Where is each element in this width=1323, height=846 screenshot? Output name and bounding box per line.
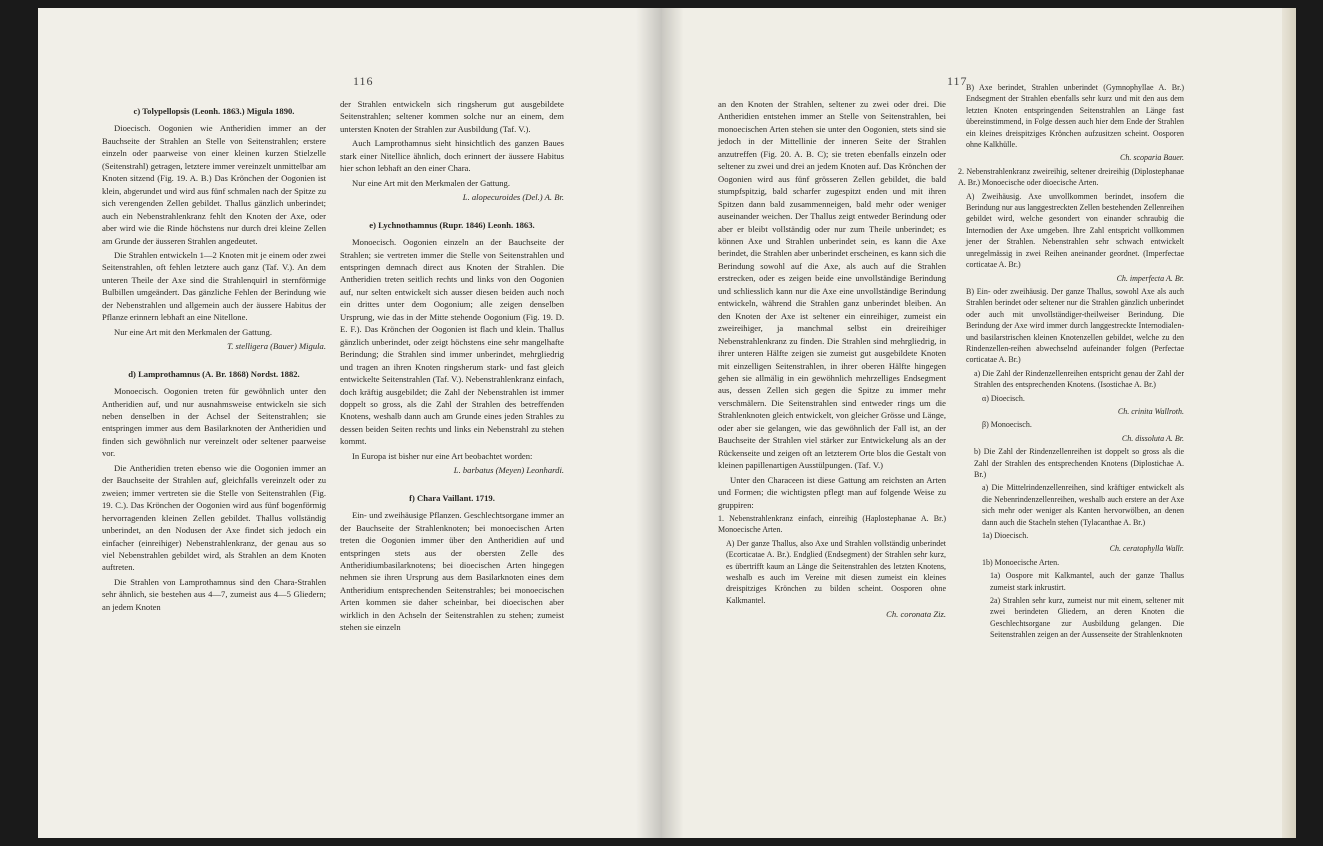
species-name: Ch. dissoluta A. Br. bbox=[1121, 433, 1184, 443]
list-item: 2. Nebenstrahlenkranz zweireihig, seltener dreireihig (Diplostephanae A. Br.) Monoecische oder dioecische Arten. bbox=[958, 166, 1184, 188]
section-title-chara: f) Chara Vaillant. 1719. bbox=[409, 492, 495, 503]
list-item: a) Die Zahl der Rindenzellenreihen entspricht genau der Zahl der Strahlen des entsprechenden Knotens. (Isostichae A. Br.) bbox=[974, 368, 1184, 390]
classification-list-6 bbox=[958, 557, 1184, 641]
paragraph: Dioecisch. Oogonien wie Antheridien immer an der Bauchseite der Strahlen an Stelle von Seitenstrahlen; erstere einzeln oder paarweise von einer kleinen kurzen Stielzelle (Seitenstrahl) getragen, letztere immer vereinzelt unmittelbar am Knoten sitzend (Fig. 19. A. B.) Das Krönchen der Oogonien ist klein, abgerundet und wird aus fünf schmalen nach der Spitze zu sich verengenden Zellen gebildet. Thallus gänzlich unberindet; auch ein Nebenstrahlenkranz fehlt den Knoten der Axe, oder aber wird wie die Rinde höchstens nur durch drei kleine Zellen am Grunde der äusseren Strahlen angedeutet. bbox=[102, 123, 326, 246]
classification-list-3 bbox=[958, 286, 1184, 404]
paragraph: Auch Lamprothamnus sieht hinsichtlich des ganzen Baues stark einer Nitellice ähnlich, doch erinnert der äussere Habitus hier schon lebhaft an den einer Chara. bbox=[340, 138, 564, 174]
list-item: B) Axe berindet, Strahlen unberindet (Gymnophyllae A. Br.) Endsegment der Strahlen ebenfalls sehr kurz und mit den aus dem letzten Knoten entspringenden Seitenstrahlen an Länge fast übereinstimmend, in Folge dessen auch hier dem Ende der Strahlen ein kleines dreispitziges Krönchen aufzusitzen scheint. Oosporen ohne Kalkhülle. bbox=[966, 83, 1184, 150]
paragraph: Ein- und zweihäusige Pflanzen. Geschlechtsorgane immer an der Bauchseite der Strahlenknoten; bei monoecischen Arten treten die Oogonien immer über den Antheridien auf und entspringen stets aus der obersten Zelle des Antheridiumbasilarknotens; bei dioecischen Arten hingegen nehmen sie ihren Ursprung aus dem Basilarknoten eines dem Antheridium entsprechenden Seitenstrahles; bei monoecischen Arten kommen sie daher scheinbar, bei dioecischen aber wirklich in den Achseln der Seitenstrahlen zu stehen; zumeist stehen sie einzeln bbox=[340, 510, 564, 633]
species-name: L. barbatus (Meyen) Leonhardi. bbox=[453, 465, 564, 476]
list-item: 1a) Oospore mit Kalkmantel, auch der ganze Thallus zumeist stark inkrustirt. bbox=[990, 571, 1184, 592]
paragraph: Unter den Characeen ist diese Gattung am reichsten an Arten und Formen; die wichtigsten pflegt man auf folgende Weise zu gruppiren: bbox=[718, 474, 946, 510]
classification-list bbox=[958, 82, 1184, 150]
species-name: Ch. imperfecta A. Br. bbox=[1116, 273, 1184, 283]
list-item: 2a) Strahlen sehr kurz, zumeist nur mit einem, seltener mit zwei berindeten Gliedern, an deren Knoten die Geschlechtsorgane zur Ausbildung gelangen. Die Seitenstrahlen zeigen an der Aussenseite der Strahlenknoten bbox=[990, 596, 1184, 640]
list-item: A) Zweihäusig. Axe unvollkommen berindet, insofern die Berindung nur aus langgestreckten Zellen bestehenden Zellenreihen gebildet wird, welche gesondert von einander schraubig die Internodien der Axe umgeben. Ihre Zahl entspricht vollkommen jener der Strahlen. Nebenstrahlen sehr schwach entwickelt unregelmässig in zwei Reihen aneinander geordnet. (Imperfectae corticatae A. Br.) bbox=[966, 191, 1184, 270]
list-item: B) Ein- oder zweihäusig. Der ganze Thallus, sowohl Axe als auch Strahlen berindet oder seltener nur die Strahlen gänzlich unberindet oder auch mit unvollständiger-theilweiser Berindung. Die Berindung der Axe wird immer durch langgestreckte Internodialen- und basilarstrischen kleinen Knotenzellen gebildet, welche zu den Rindenzellen-reihen abwechselnd aufeinander folgen (Perfectae corticatae A. Br.) bbox=[966, 286, 1184, 365]
page-number-left: 116 bbox=[353, 74, 374, 88]
list-item: α) Dioecisch. bbox=[982, 393, 1025, 403]
list-item: β) Monoecisch. bbox=[982, 420, 1032, 430]
paragraph: der Strahlen entwickeln sich ringsherum gut ausgebildete Seitenstrahlen; seltener kommen solche nur an einem, dem untersten Knoten der Strahlen zur Ausbildung (Taf. V.). bbox=[340, 99, 564, 134]
paragraph: an den Knoten der Strahlen, seltener zu zwei oder drei. Die Antheridien entstehen immer an Stelle von Seitenstrahlen, bei monoecischen Arten stehen sie unter den Oogonien, stets sind sie jedoch in der Mittellinie der inneren Seite der Strahlen anzutreffen (Fig. 20. A. B. C); sie treten ebenfalls einzeln oder seltener zu zwei und drei an jedem Knoten auf. Das Krönchen der Oogonien wird aus fünf grösseren Zellen gebildet, die bald stumpfspitzig, bald scharfer zugespitzt enden und mit ihren Spitzen dann bald zusammenneigen, bald mehr oder weniger auseinander weichen. Der Thallus zeigt entweder Berindung oder aber er bleibt vollständig oder nur zum Theile unberindet; es können Axe und Strahlen unberindet sein, es kann die Axe berindet, die Strahlen aber unberindet erscheinen, es kann sich die Berindung sowohl auf die Axe, als auch auf die Strahlen erstrecken, oder es zeigen beide eine unvollständige Berindung und schliesslich kann nur die Axe eine unvollständige Berindung entwickeln, während die Strahlen ganz unberindet bleiben. An den Knoten der Axe ist seltener ein einreihiger, zumeist ein zweireihiger, ja manchmal selbst ein dreireihiger Nebenstrahlenkranz zu finden. Die Strahlen sind mehrgliedrig, in ihrer unteren Hälfte zeigen sie zumeist gut ausgebildete Knoten mit einzelligen Seitenstrahlen, in ihrer oberen Hälfte hingegen gehen sie allmälig in ein gewöhnlich mehrzelliges Endsegment aus, dessen Zellen sich gegen die Spitze zu immer mehr verschmälern. Die Seitenstrahlen sind entweder rings um die Strahlenknoten gleich entwickelt, von gleicher Grösse und Länge, oder aber sie gelangen, wie das gewöhnlich der Fall ist, an der Bauchseite der Strahlen viel stärker zur Entwickelung als an der Rückenseite und zeigen oft an letzterem Orte blos die Gestalt von kleinen papillenartigen Ausstülpungen. (Taf. V.) bbox=[718, 99, 946, 471]
page-number-right: 117 bbox=[947, 74, 968, 88]
right-column-2 bbox=[958, 82, 1184, 643]
paragraph: Monoecisch. Oogonien einzeln an der Bauchseite der Strahlen; sie vertreten immer die Stelle von Seitenstrahlen und entspringen demnach direct aus Knoten der Strahlen. Die Antheridien treten seitlich rechts und links von den Oogonien auf, nur selten entwickelt sich ausser diesen beiden auch noch ein drittes unter dem Oogonium; alle zeigen denselben Ursprung, wie das in der Mitte stehende Oogonium (Fig. 19. D. E. F.). Das Krönchen der Oogonien ist flach und klein. Thallus gänzlich unberindet, oder zeigt höchstens eine sehr mangelhafte Berindung; die Strahlen sind immer unberindet, mehrgliedrig und tragen an ihren Knoten ringsherum stark- und fast gleich entwickelte Seitenstrahlen (Taf. V.). Nebenstrahlenkranz einfach, doch kräftig ausgebildet; die Zahl der Nebenstrahlen ist immer doppelt so gross, als die Zahl der Strahlen des betreffenden Knotens, weshalb dann auch am Grunde eines jeden Strahles zu dessen beiden Seiten rechts und links ein Nebenstrahl zu stehen kommt. bbox=[340, 237, 564, 447]
list-item: A) Der ganze Thallus, also Axe und Strahlen vollständig unberindet (Ecorticatae A. Br.). Endglied (Endsegment) der Strahlen sehr kurz, es übertrifft kaum an Länge die Seitenstrahlen des letzten Knotens, weshalb es auch im Vereine mit diesen zumeist ein kleines dreispitziges Krönchen zu bilden scheint. Oosporen ohne Kalkmantel. bbox=[726, 538, 946, 605]
paragraph: Nur eine Art mit den Merkmalen der Gattung. bbox=[114, 326, 272, 337]
left-column-2 bbox=[340, 98, 564, 636]
paragraph: In Europa ist bisher nur eine Art beobachtet worden: bbox=[352, 450, 533, 461]
section-title-lamprothamnus: d) Lamprothamnus (A. Br. 1868) Nordst. 1882. bbox=[128, 368, 300, 379]
classification-list-4 bbox=[958, 419, 1184, 430]
species-name: Ch. crinita Wallroth. bbox=[1117, 406, 1184, 416]
paragraph: Die Strahlen entwickeln 1—2 Knoten mit je einem oder zwei Seitenstrahlen, oft fehlen letztere auch ganz (Taf. V.). An dem unteren Theile der Axe sind die Strahlenquirl in sternförmige Bulbillen umgeändert. Das gänzliche Fehlen der Berindung wie der Nebenstrahlen und allgemein auch der äussere Habitus der Pflanze erinnern lebhaft an eine Nitellone. bbox=[102, 249, 326, 323]
gutter-shadow bbox=[662, 8, 684, 838]
paragraph: Nur eine Art mit den Merkmalen der Gattung. bbox=[352, 177, 510, 188]
classification-list-2 bbox=[958, 166, 1184, 271]
species-name: Ch. ceratophylla Wallr. bbox=[1109, 544, 1184, 554]
species-name: L. alopecuroides (Del.) A. Br. bbox=[462, 192, 564, 203]
paragraph: Die Antheridien treten ebenso wie die Oogonien immer an der Bauchseite der Strahlen auf, gleichfalls vereinzelt oder zu zweien; immer vertreten sie die Stelle von Seitenstrahlen (Fig. 19. C.). Das Krönchen der Oogonien wird aus fünf bogenförmig hervorragenden kleinen Zellen gebildet. Thallus vollständig unberindet, an den Nodusen der Axe findet sich jedoch ein einfacher (einreihiger) Nebenstrahlenkranz, der genau aus so viel Nebenstrahlen gebildet wird, als Strahlen an dem Knoten auftreten. bbox=[102, 462, 326, 573]
gutter-shadow bbox=[636, 8, 662, 838]
species-name: T. stelligera (Bauer) Migula. bbox=[227, 341, 326, 352]
left-page bbox=[38, 8, 662, 838]
paragraph: Monoecisch. Oogonien treten für gewöhnlich unter den Antheridien auf, und nur ausnahmsweise entwickeln sie sich neben denselben in der Achsel der Seitenstrahlen; sie entspringen immer aus dem Basilarknoten der Antheridien und finden sich gewöhnlich nur vereinzelt oder seltener paarweise vor. bbox=[102, 386, 326, 459]
list-item: 1. Nebenstrahlenkranz einfach, einreihig (Haplostephanae A. Br.) Monoecische Arten. bbox=[718, 513, 946, 535]
list-item: 1a) Dioecisch. bbox=[982, 531, 1029, 541]
list-item: a) Die Mittelrindenzellenreihen, sind kräftiger entwickelt als die Nebenrindenzellenreihen, weshalb auch erstere an der Axe sich mehr oder weniger als Kanten hervorwölben, an denen dann auch die Stacheln stehen (Tylacanthae A. Br.) bbox=[982, 483, 1184, 527]
page-edge bbox=[1282, 8, 1296, 838]
left-column-1 bbox=[102, 98, 326, 615]
list-item: b) Die Zahl der Rindenzellenreihen ist doppelt so gross als die Zahl der Strahlen des entsprechenden Knotens (Diplostichae A. Br.) bbox=[974, 447, 1184, 479]
right-column-1 bbox=[718, 98, 946, 623]
list-item: 1b) Monoecische Arten. bbox=[982, 557, 1060, 567]
section-title-lychnothamnus: e) Lychnothamnus (Rupr. 1846) Leonh. 1863. bbox=[369, 219, 535, 230]
classification-list-5 bbox=[958, 446, 1184, 541]
species-name: Ch. coronata Ziz. bbox=[886, 609, 946, 620]
right-page bbox=[662, 8, 1296, 838]
classification-list bbox=[718, 513, 946, 606]
paragraph: Die Strahlen von Lamprothamnus sind den Chara-Strahlen sehr ähnlich, sie bestehen aus 4—7, zumeist aus 4—5 Gliedern; an jedem Knoten bbox=[102, 576, 326, 612]
species-name: Ch. scoparia Bauer. bbox=[1120, 153, 1184, 163]
section-title-tolypellopsis: c) Tolypellopsis (Leonh. 1863.) Migula 1890. bbox=[133, 106, 295, 116]
book-spread bbox=[38, 8, 1296, 838]
